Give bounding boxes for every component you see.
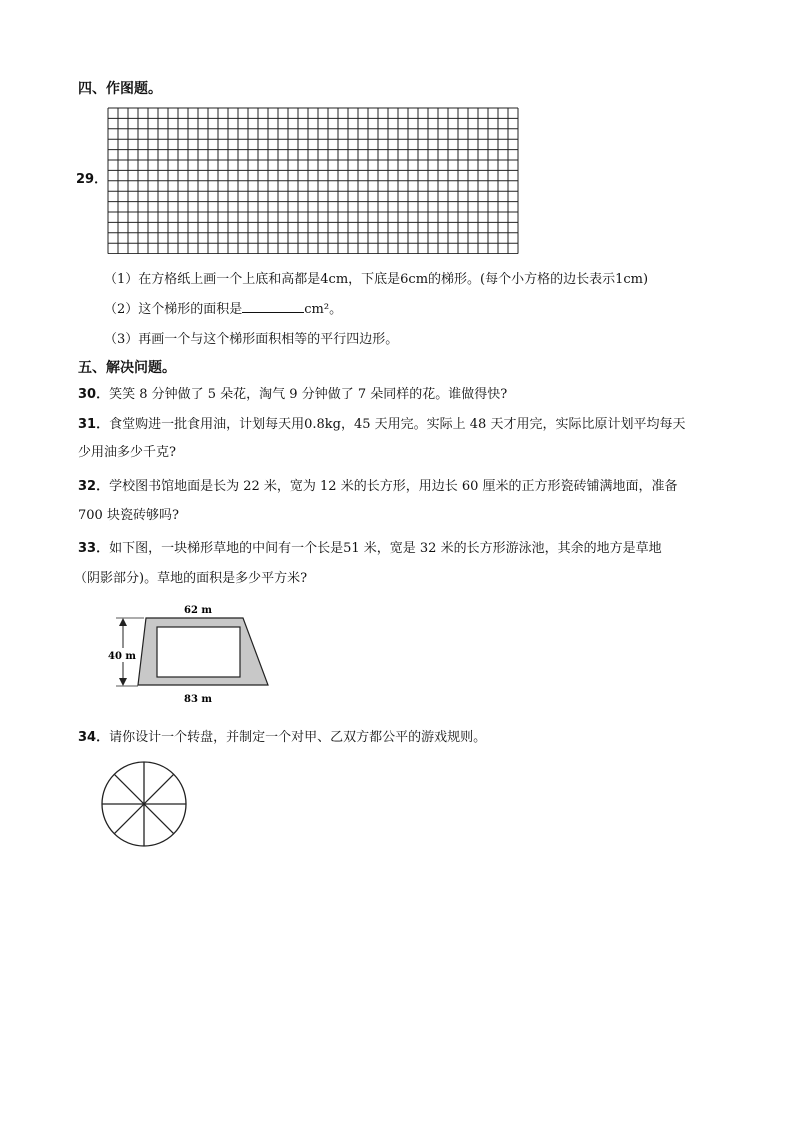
grid-paper[interactable]	[106, 106, 520, 254]
question-number-33: 33．	[78, 541, 110, 556]
question-number-32: 32．	[78, 479, 110, 494]
bottom-base-label: 83 m	[184, 694, 212, 705]
question-30	[78, 385, 507, 405]
question-number-31: 31．	[78, 417, 110, 432]
question-34-text: 请你设计一个转盘，并制定一个对甲、乙双方都公平的游戏规则。	[109, 730, 487, 745]
top-base-label: 62 m	[184, 605, 212, 616]
question-31-line2: 少用油多少千克?	[78, 445, 176, 460]
trapezoid-figure	[104, 598, 280, 710]
q29-sub2-suffix: cm²。	[304, 302, 343, 317]
spinner-wheel[interactable]	[98, 758, 194, 854]
question-32-line2: 700 块瓷砖够吗?	[78, 508, 179, 523]
answer-blank[interactable]	[242, 300, 304, 313]
height-label: 40 m	[108, 651, 136, 662]
question-33-line2: （阴影部分)。草地的面积是多少平方米?	[74, 571, 308, 586]
arrow-down-icon	[119, 678, 127, 686]
question-32-text: 学校图书馆地面是长为 22 米，宽为 12 米的长方形，用边长 60 厘米的正方形瓷砖铺满地面，准备	[109, 479, 678, 494]
pool-rectangle	[157, 627, 240, 677]
q29-sub2-prefix: （2）这个梯形的面积是	[104, 302, 243, 317]
q29-sub3: （3）再画一个与这个梯形面积相等的平行四边形。	[104, 332, 399, 347]
arrow-up-icon	[119, 618, 127, 626]
question-31-text: 食堂购进一批食用油，计划每天用0.8kg，45 天用完。实际上 48 天才用完，实际比原计划平均每天	[109, 417, 686, 432]
question-33-line1	[78, 539, 662, 559]
question-33-text: 如下图，一块梯形草地的中间有一个长是51 米，宽是 32 米的长方形游泳池，其余的地方是草地	[109, 541, 662, 556]
question-number-30: 30．	[78, 387, 110, 402]
question-30-text: 笑笑 8 分钟做了 5 朵花，淘气 9 分钟做了 7 朵同样的花。谁做得快?	[109, 387, 508, 402]
question-34	[78, 728, 486, 748]
q29-sub1: （1）在方格纸上画一个上底和高都是4cm，下底是6cm的梯形。(每个小方格的边长表示1cm)	[104, 272, 649, 287]
section-title-problems: 五、解决问题。	[78, 360, 176, 376]
question-number-29: 29．	[76, 172, 108, 187]
q29-sub2	[104, 300, 342, 320]
section-title-drawing: 四、作图题。	[78, 81, 162, 97]
question-number-34: 34．	[78, 730, 110, 745]
question-32-line1	[78, 477, 678, 497]
question-31-line1	[78, 415, 685, 435]
